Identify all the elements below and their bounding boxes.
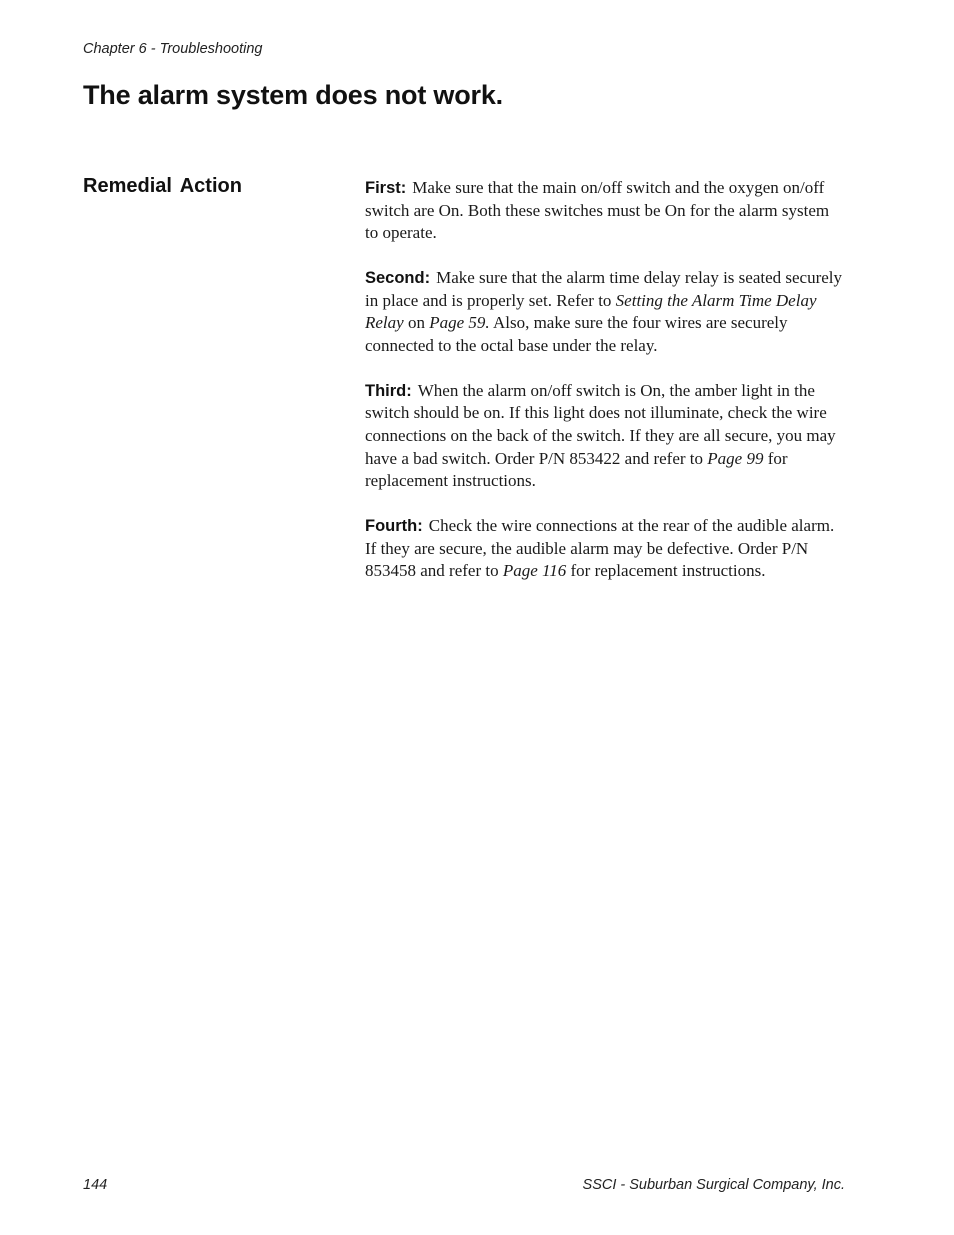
- step-first: [365, 177, 843, 245]
- step-label: Second:: [365, 269, 431, 288]
- step-label: Third:: [365, 381, 412, 400]
- page-title: The alarm system does not work.: [83, 80, 503, 110]
- step-label: First:: [365, 179, 407, 197]
- page-number: 144: [83, 1177, 108, 1193]
- section-heading: Remedial Action: [83, 175, 242, 197]
- running-header: Chapter 6 - Troubleshooting: [83, 41, 263, 57]
- step-text: Also, make sure the four wires are securely connected to the octal base under the relay.: [365, 313, 788, 355]
- step-text: Make sure that the alarm time delay relay is seated securely in place and is properly set. Refer to: [365, 268, 843, 310]
- step-text: Check the wire connections at the rear of the audible alarm. If they are secure, the audible alarm may be defective. Order P/N 853458 and refer to: [365, 516, 835, 581]
- cross-reference: Setting the Alarm Time Delay Relay: [365, 290, 817, 333]
- footer-company: SSCI - Suburban Surgical Company, Inc.: [582, 1177, 845, 1193]
- step-fourth: [365, 515, 843, 583]
- step-text: on: [403, 313, 430, 333]
- page-reference: Page 116: [502, 561, 567, 581]
- step-text: for replacement instructions.: [365, 448, 788, 491]
- page-reference: Page 59.: [429, 313, 490, 333]
- page-reference: Page 99: [707, 448, 764, 468]
- remedial-steps: [365, 177, 843, 605]
- step-text: Make sure that the main on/off switch and the oxygen on/off switch are On. Both these switches must be On for the alarm system to operate.: [365, 178, 830, 243]
- step-text: When the alarm on/off switch is On, the amber light in the switch should be on. If this light does not illuminate, check the wire connections on the back of the switch. If they are all secure, you may have a bad switch. Order P/N 853422 and refer to: [365, 380, 836, 468]
- step-text: for replacement instructions.: [566, 561, 766, 581]
- step-third: [365, 380, 843, 493]
- step-second: [365, 267, 843, 357]
- step-label: Fourth:: [365, 517, 423, 536]
